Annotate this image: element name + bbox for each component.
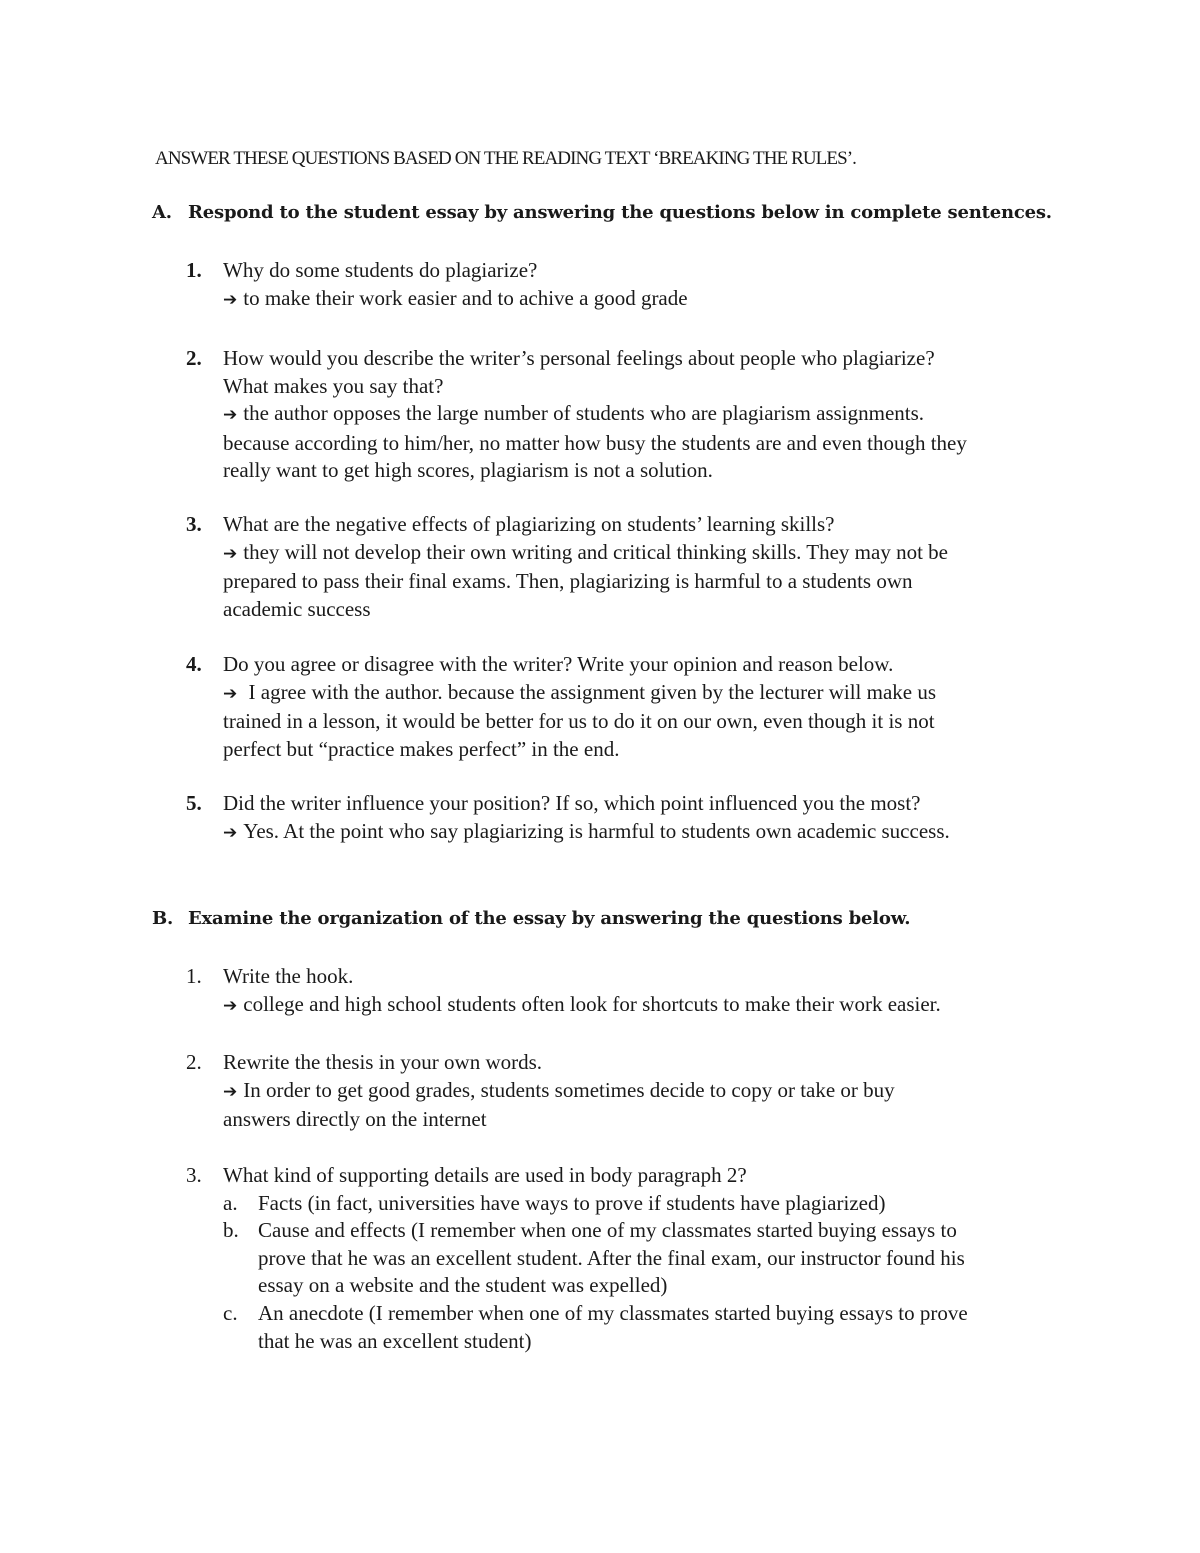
answer-text: ➔ to make their work easier and to achive a good grade <box>223 285 688 310</box>
question-b2 <box>186 1049 1086 1134</box>
answer-text: ➔ I agree with the author. because the assignment given by the lecturer will make us <box>223 679 937 704</box>
question-b1 <box>186 963 1086 1020</box>
sub-item-text: Facts (in fact, universities have ways to prove if students have plagiarized) <box>258 1190 886 1215</box>
question-number: 1. <box>186 964 202 988</box>
answer-text: answers directly on the internet <box>223 1107 487 1132</box>
question-text: Why do some students do plagiarize? <box>223 258 538 282</box>
right-arrow-icon: ➔ <box>223 683 238 704</box>
answer-text: prepared to pass their final exams. Then, plagiarizing is harmful to a students own <box>223 569 913 594</box>
question-text: What are the negative effects of plagiarizing on students’ learning skills? <box>223 512 835 536</box>
question-number: 2. <box>186 1050 202 1074</box>
answer-text: ➔ Yes. At the point who say plagiarizing is harmful to students own academic success. <box>223 818 950 843</box>
question-text: Write the hook. <box>223 964 354 988</box>
section-a-heading-text: Respond to the student essay by answering the questions below in complete sentences. <box>188 202 1052 223</box>
section-a-heading <box>152 202 1112 223</box>
answer-text: ➔ college and high school students often look for shortcuts to make their work easier. <box>223 991 941 1016</box>
question-text: What makes you say that? <box>223 373 444 398</box>
answer-text: ➔ the author opposes the large number of students who are plagiarism assignments. <box>223 401 925 426</box>
sub-item-text: Cause and effects (I remember when one of my classmates started buying essays to <box>258 1218 957 1243</box>
question-a4 <box>186 651 1086 763</box>
answer-text: ➔ they will not develop their own writing and critical thinking skills. They may not be <box>223 539 948 564</box>
sub-item-text: essay on a website and the student was expelled) <box>258 1273 668 1298</box>
question-text: Did the writer influence your position? If so, which point influenced you the most? <box>223 791 921 815</box>
answer-text: really want to get high scores, plagiarism is not a solution. <box>223 458 713 483</box>
sub-item-a <box>223 1190 1086 1218</box>
right-arrow-icon: ➔ <box>223 543 238 564</box>
answer-text: ➔ In order to get good grades, students sometimes decide to copy or take or buy <box>223 1077 895 1102</box>
question-text: Rewrite the thesis in your own words. <box>223 1050 543 1074</box>
answer-text: academic success <box>223 596 371 621</box>
question-number: 2. <box>186 346 202 370</box>
answer-text: because according to him/her, no matter how busy the students are and even though they <box>223 430 967 455</box>
sub-item-text: An anecdote (I remember when one of my classmates started buying essays to prove <box>258 1300 968 1325</box>
question-number: 3. <box>186 512 202 536</box>
sub-item-letter: a. <box>223 1190 238 1215</box>
question-number: 4. <box>186 652 202 676</box>
question-a2 <box>186 345 1086 485</box>
section-b-heading <box>152 908 1112 929</box>
question-number: 1. <box>186 258 202 282</box>
section-a-letter: A. <box>152 202 172 223</box>
sub-item-text: prove that he was an excellent student. After the final exam, our instructor found his <box>258 1245 965 1270</box>
question-text: What kind of supporting details are used in body paragraph 2? <box>223 1163 747 1187</box>
question-a5 <box>186 790 1086 847</box>
page-title: ANSWER THESE QUESTIONS BASED ON THE READING TEXT ‘BREAKING THE RULES’. <box>155 148 857 169</box>
question-text: How would you describe the writer’s personal feelings about people who plagiarize? <box>223 346 935 370</box>
sub-item-text: that he was an excellent student) <box>258 1328 532 1353</box>
question-number: 5. <box>186 791 202 815</box>
sub-item-b <box>223 1217 1086 1300</box>
right-arrow-icon: ➔ <box>223 1081 238 1102</box>
question-text: Do you agree or disagree with the writer? Write your opinion and reason below. <box>223 652 894 676</box>
question-a3 <box>186 511 1086 623</box>
right-arrow-icon: ➔ <box>223 405 238 426</box>
sub-item-letter: b. <box>223 1218 239 1243</box>
sub-item-c <box>223 1300 1086 1355</box>
section-b-letter: B. <box>152 908 174 929</box>
right-arrow-icon: ➔ <box>223 289 238 310</box>
question-a1 <box>186 257 1086 314</box>
section-b-heading-text: Examine the organization of the essay by answering the questions below. <box>188 908 911 929</box>
question-number: 3. <box>186 1163 202 1187</box>
sub-item-letter: c. <box>223 1300 238 1325</box>
right-arrow-icon: ➔ <box>223 822 238 843</box>
question-b3 <box>186 1162 1086 1355</box>
answer-text: perfect but “practice makes perfect” in the end. <box>223 736 620 761</box>
answer-text: trained in a lesson, it would be better for us to do it on our own, even though it is not <box>223 709 935 734</box>
right-arrow-icon: ➔ <box>223 995 238 1016</box>
